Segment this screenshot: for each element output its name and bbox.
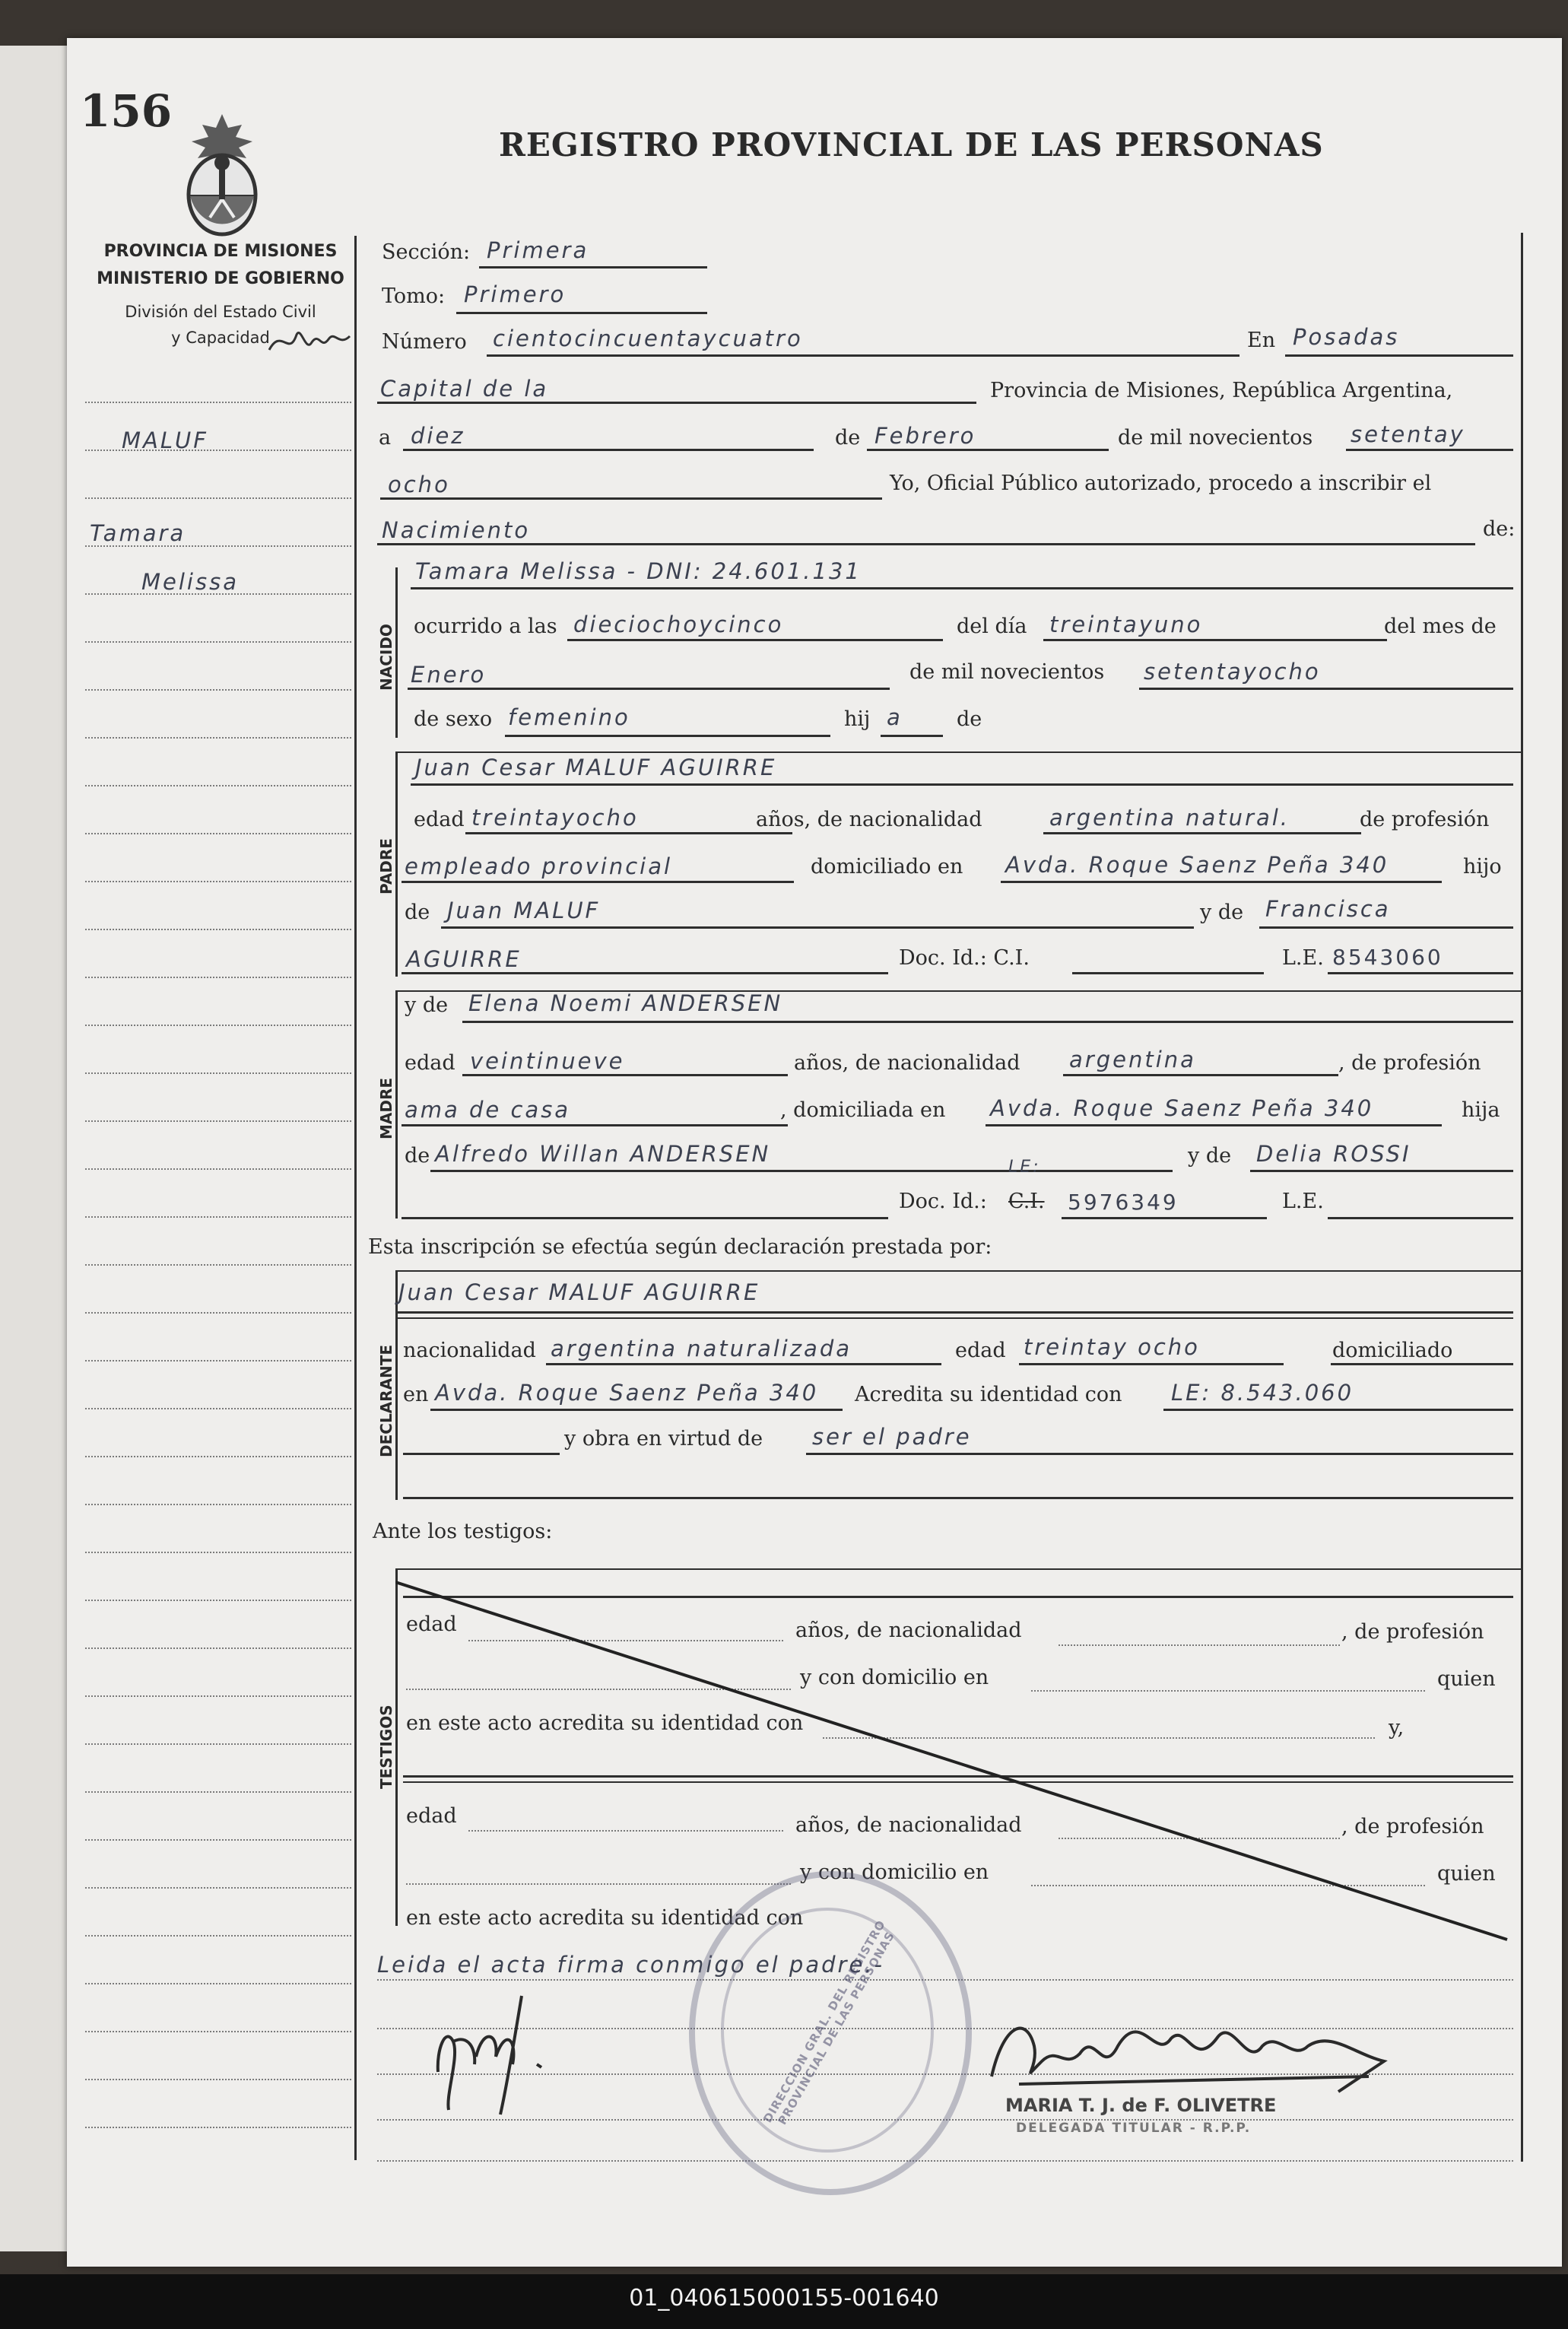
padre-le: 8543060 — [1332, 945, 1443, 970]
testigo1-quien-label: quien — [1437, 1667, 1496, 1691]
province-name: PROVINCIA DE MISIONES — [103, 242, 338, 261]
en-value: Posadas — [1293, 324, 1400, 350]
division-name: División del Estado Civil — [125, 303, 316, 321]
testigos-cancel-line — [395, 1567, 1521, 1947]
madre-dom-label: , domiciliada en — [780, 1098, 946, 1122]
margin-line — [85, 2031, 351, 2032]
margin-line — [85, 2079, 351, 2080]
division-name-2: y Capacidad — [171, 329, 270, 347]
testigos-section-label: TESTIGOS — [377, 1705, 395, 1789]
margin-line — [85, 1216, 351, 1218]
padre-madre-de: Francisca — [1265, 896, 1391, 922]
nacido-bracket — [395, 567, 398, 738]
madre-edad-label: edad — [405, 1051, 455, 1075]
margin-divider — [354, 236, 357, 2160]
padre-nacionalidad: argentina natural. — [1049, 805, 1290, 831]
padre-madre-de-2: AGUIRRE — [406, 946, 522, 972]
coat-of-arms-icon — [179, 111, 265, 237]
sexo-label: de sexo — [414, 707, 493, 731]
official-stamp — [689, 1871, 972, 2195]
padre-padre-de: Juan MALUF — [447, 898, 601, 923]
madre-prof-label: , de profesión — [1338, 1051, 1481, 1075]
acto-value: Nacimiento — [382, 517, 531, 543]
page-number: 156 — [80, 85, 173, 137]
testigo1-dom-label: y con domicilio en — [800, 1666, 989, 1689]
margin-line — [85, 1025, 351, 1026]
padre-anos-label: años, de nacionalidad — [756, 808, 982, 831]
margin-line — [85, 1312, 351, 1314]
mil-label: de mil novecientos — [1118, 426, 1313, 450]
margin-line — [85, 737, 351, 739]
margin-line — [85, 1743, 351, 1745]
margin-surname: MALUF — [122, 427, 208, 453]
madre-edad: veintinueve — [470, 1048, 625, 1074]
madre-de-label: de — [405, 1144, 430, 1168]
padre-nombre: Juan Cesar MALUF AGUIRRE — [415, 755, 777, 780]
hij-label: hij — [844, 707, 871, 731]
del-mes-label: del mes de — [1384, 615, 1497, 638]
padre-profesion: empleado provincial — [405, 853, 673, 879]
nacido-mil-label: de mil novecientos — [909, 660, 1105, 684]
nacido-mes: Enero — [411, 662, 487, 688]
padre-section-label: PADRE — [377, 838, 395, 894]
declaracion-text: Esta inscripción se efectúa según declaración prestada por: — [368, 1235, 992, 1259]
testigo1-y-label: y, — [1389, 1716, 1405, 1740]
margin-line — [85, 1791, 351, 1793]
testigo1-anos-label: años, de nacionalidad — [795, 1619, 1022, 1642]
margin-line — [85, 1552, 351, 1553]
margin-line — [85, 1120, 351, 1122]
declarante-obra-label: y obra en virtud de — [564, 1427, 763, 1450]
numero-label: Número — [382, 330, 467, 354]
declarante-nacionalidad: argentina naturalizada — [551, 1336, 852, 1361]
testigo1-acredita-label: en este acto acredita su identidad con — [406, 1711, 804, 1735]
declarante-edad-label: edad — [955, 1339, 1006, 1362]
nacido-de-label: de — [957, 707, 982, 731]
initials-signature — [266, 319, 357, 365]
padre-dom-label: domiciliado en — [811, 855, 963, 879]
tomo-value: Primero — [464, 281, 567, 307]
margin-line — [85, 1647, 351, 1649]
margin-line — [85, 833, 351, 834]
document-title: REGISTRO PROVINCIAL DE LAS PERSONAS — [499, 126, 1324, 164]
declarante-edad: treintay ocho — [1024, 1334, 1200, 1360]
nacido-dia: treintayuno — [1049, 612, 1203, 637]
nacido-nombre: Tamara Melissa - DNI: 24.601.131 — [415, 558, 862, 584]
padre-y-de-label: y de — [1200, 901, 1244, 924]
margin-line — [85, 2127, 351, 2128]
margin-line — [85, 1408, 351, 1409]
anio-value-2: ocho — [388, 472, 450, 497]
padre-de-label: de — [405, 901, 430, 924]
padre-le-label: L.E. — [1282, 946, 1324, 970]
testigo2-edad-label: edad — [406, 1804, 457, 1828]
margin-line — [85, 1072, 351, 1074]
testigo1-prof-label: , de profesión — [1341, 1620, 1484, 1644]
nacido-anio: setentayocho — [1144, 659, 1321, 685]
official-title: DELEGADA TITULAR - R.P.P. — [1016, 2121, 1252, 2136]
right-border — [1521, 233, 1523, 2162]
dia-value: diez — [411, 423, 465, 449]
de-end-label: de: — [1483, 517, 1516, 541]
declarante-nac-label: nacionalidad — [403, 1339, 536, 1362]
closing-statement: Leida el acta firma conmigo el padre.- — [377, 1952, 884, 1978]
scan-footer — [0, 2274, 1568, 2329]
padre-edad-label: edad — [414, 808, 465, 831]
hora-value: dieciochoycinco — [573, 612, 784, 637]
ocurrido-label: ocurrido a las — [414, 615, 557, 638]
mes-value: Febrero — [874, 423, 976, 449]
madre-section-label: MADRE — [377, 1077, 395, 1139]
padre-edad: treintayocho — [471, 805, 639, 831]
anio-value-1: setentay — [1351, 421, 1465, 447]
margin-line — [85, 1360, 351, 1361]
padre-bracket — [395, 751, 398, 977]
declarante-section-label: DECLARANTE — [377, 1344, 395, 1457]
madre-madre-de: Delia ROSSI — [1256, 1141, 1411, 1167]
province-line: Provincia de Misiones, República Argentina, — [990, 379, 1453, 402]
madre-nombre: Elena Noemi ANDERSEN — [468, 990, 783, 1016]
margin-line — [85, 402, 351, 403]
madre-profesion: ama de casa — [405, 1097, 571, 1123]
tomo-label: Tomo: — [382, 284, 446, 308]
declarante-bracket — [395, 1270, 398, 1500]
ministry-name: MINISTERIO DE GOBIERNO — [97, 269, 344, 288]
margin-first-name: Tamara — [90, 520, 186, 546]
madre-domicilio: Avda. Roque Saenz Peña 340 — [990, 1095, 1374, 1121]
testigo2-acredita-label: en este acto acredita su identidad con — [406, 1906, 804, 1930]
padre-doc-label: Doc. Id.: C.I. — [899, 946, 1030, 970]
margin-line — [85, 1887, 351, 1889]
madre-nacionalidad: argentina — [1069, 1047, 1196, 1072]
nacido-section-label: NACIDO — [377, 624, 395, 691]
testigo2-dom-label: y con domicilio en — [800, 1860, 989, 1884]
declarante-documento: LE: 8.543.060 — [1171, 1380, 1354, 1406]
testigo2-prof-label: , de profesión — [1341, 1815, 1484, 1838]
testigo1-edad-label: edad — [406, 1613, 457, 1636]
testigos-ante: Ante los testigos: — [373, 1520, 553, 1543]
del-dia-label: del día — [957, 615, 1027, 638]
madre-anos-label: años, de nacionalidad — [794, 1051, 1020, 1075]
sexo-value: femenino — [508, 704, 630, 730]
madre-doc-tipo-tachado: C.I. — [1008, 1190, 1045, 1213]
madre-doc: 5976349 — [1068, 1190, 1179, 1215]
madre-hija-label: hija — [1462, 1098, 1500, 1122]
margin-line — [85, 977, 351, 978]
a-label: a — [379, 426, 392, 450]
seccion-value: Primera — [487, 237, 589, 263]
numero-value: cientocincuentaycuatro — [493, 326, 803, 351]
margin-line — [85, 1168, 351, 1170]
madre-doc-tipo: LE: — [1008, 1158, 1041, 1177]
declarante-dom-label: domiciliado — [1332, 1339, 1453, 1362]
madre-y-de-label-2: y de — [1188, 1144, 1232, 1168]
margin-middle-name: Melissa — [141, 569, 239, 595]
declarante-nombre: Juan Cesar MALUF AGUIRRE — [398, 1279, 760, 1305]
seccion-label: Sección: — [382, 240, 471, 264]
margin-line — [85, 1600, 351, 1601]
margin-line — [85, 1839, 351, 1841]
madre-padre-de: Alfredo Willan ANDERSEN — [435, 1141, 771, 1167]
capital-value: Capital de la — [380, 376, 549, 402]
declarante-en-label: en — [403, 1383, 429, 1406]
oficial-text: Yo, Oficial Público autorizado, procedo a inscribir el — [890, 472, 1432, 495]
madre-y-de-label: y de — [405, 993, 449, 1017]
image-code: 01_040615000155-001640 — [629, 2285, 939, 2312]
padre-domicilio: Avda. Roque Saenz Peña 340 — [1005, 852, 1389, 878]
madre-doc-label: Doc. Id.: — [899, 1190, 987, 1213]
stamp-text: DIRECCION GRAL. DEL REGISTRO PROVINCIAL DE LAS PERSONAS — [760, 1918, 898, 2127]
testigo2-quien-label: quien — [1437, 1862, 1496, 1886]
madre-le-label: L.E. — [1282, 1190, 1324, 1213]
official-signature — [973, 2000, 1399, 2099]
margin-line — [85, 1695, 351, 1697]
declarante-acredita-label: Acredita su identidad con — [855, 1383, 1122, 1406]
margin-line — [85, 785, 351, 786]
de-label: de — [835, 426, 861, 450]
en-label: En — [1247, 329, 1276, 352]
margin-line — [85, 1264, 351, 1266]
margin-line — [85, 641, 351, 643]
padre-prof-label: de profesión — [1360, 808, 1490, 831]
margin-line — [85, 929, 351, 930]
declarante-domicilio: Avda. Roque Saenz Peña 340 — [435, 1380, 819, 1406]
official-name: MARIA T. J. de F. OLIVETRE — [1005, 2095, 1277, 2116]
testigo2-anos-label: años, de nacionalidad — [795, 1813, 1022, 1837]
madre-bracket — [395, 990, 398, 1219]
margin-line — [85, 1983, 351, 1984]
margin-line — [85, 689, 351, 691]
margin-line — [85, 497, 351, 499]
margin-line — [85, 881, 351, 882]
padre-hijo-label: hijo — [1463, 855, 1502, 879]
margin-line — [85, 1504, 351, 1505]
declarant-signature — [423, 1981, 567, 2118]
margin-line — [85, 1935, 351, 1937]
declarante-virtud: ser el padre — [812, 1424, 972, 1450]
margin-line — [85, 1456, 351, 1457]
hij-value: a — [887, 704, 903, 730]
